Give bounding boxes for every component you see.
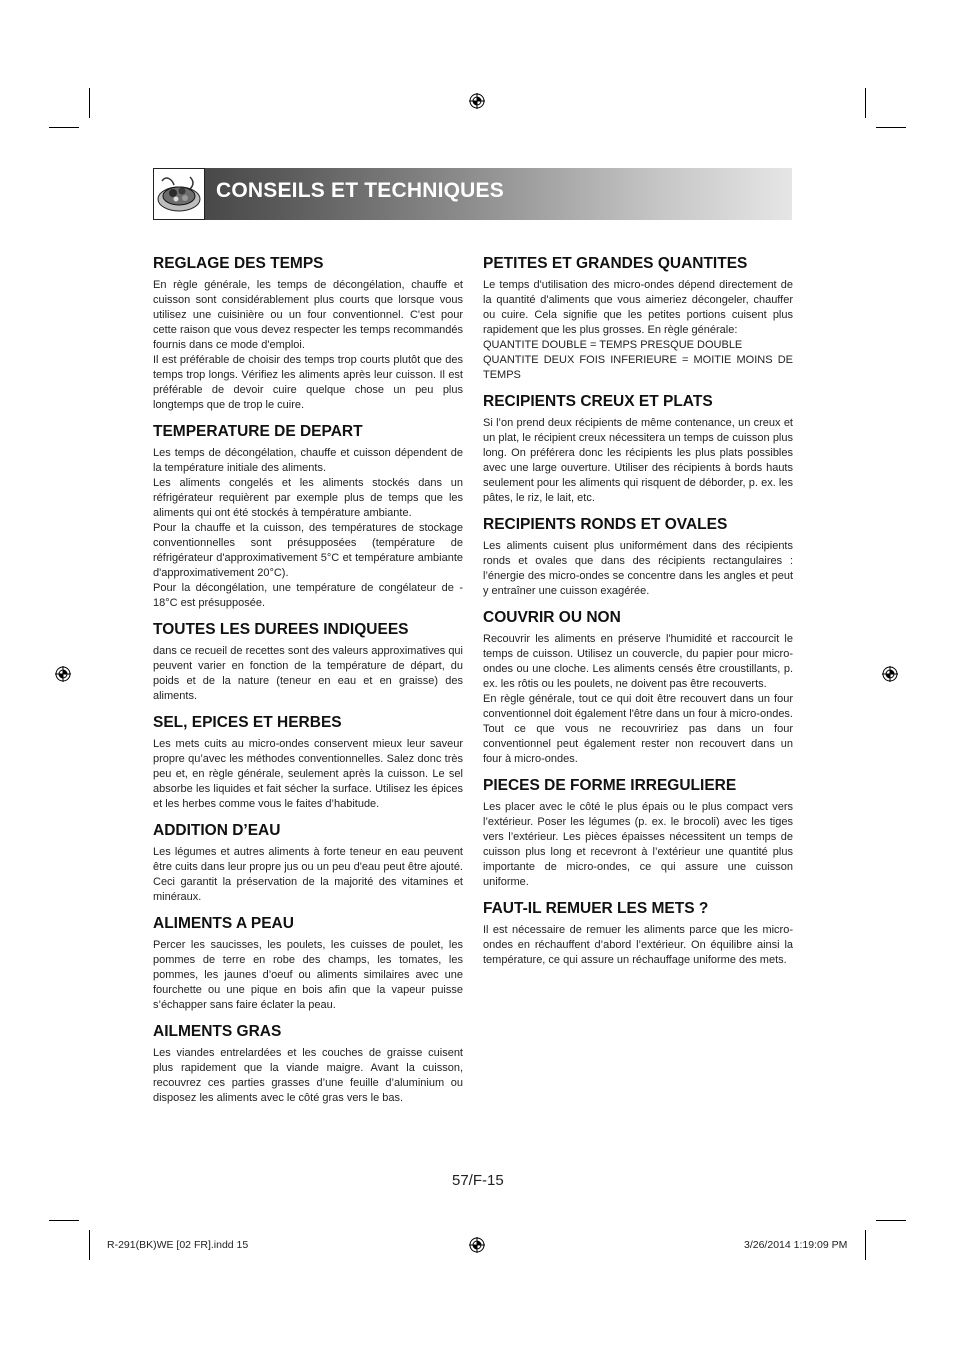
section-paragraph: Les temps de décongélation, chauffe et cuisson dépendent de la température initiale des aliments. <box>153 447 463 474</box>
section <box>483 254 793 383</box>
section-paragraph: Si l’on prend deux récipients de même contenance, un creux et un plat, le récipient creux nécessitera un temps de cuisson plus long. On préférera donc les récipients les plus plats possibles avec une large ouverture. Utiliser des récipients à bords hauts seulement pour les aliments qui risquent de déborder, p. ex. les pâtes, le riz, le lait, etc. <box>483 417 793 504</box>
section-heading: REGLAGE DES TEMPS <box>153 255 324 272</box>
section-paragraph: Les aliments cuisent plus uniformément dans des récipients ronds et ovales que dans des récipients rectangulaires : l’énergie des micro-ondes se concentre dans les angles et peut y entraîner une cuisson exagérée. <box>483 540 793 597</box>
section-heading: RECIPIENTS CREUX ET PLATS <box>483 393 713 410</box>
section-heading: AILMENTS GRAS <box>153 1023 282 1040</box>
registration-mark-icon <box>469 1237 485 1253</box>
section-heading: ADDITION D’EAU <box>153 822 281 839</box>
crop-mark <box>876 127 906 128</box>
section-heading: PIECES DE FORME IRREGULIERE <box>483 777 737 794</box>
section-paragraph: Les légumes et autres aliments à forte teneur en eau peuvent être cuits dans leur propre jus ou un peu d'eau peut être ajouté. Ceci garantit la préservation de la majorité des vitamines et minéraux. <box>153 846 463 903</box>
section-heading: RECIPIENTS RONDS ET OVALES <box>483 516 728 533</box>
section-paragraph: Le temps d'utilisation des micro-ondes dépend directement de la quantité d'aliments que vous aimeriez décongeler, chauffer ou cuire. Cela signifie que les petites portions cuisent plus rapidement que les plus grosses. En règle générale: <box>483 279 793 336</box>
section <box>153 821 463 905</box>
section <box>153 254 463 413</box>
section <box>483 899 793 968</box>
section-paragraph: Les viandes entrelardées et les couches de graisse cuisent plus rapidement que la viande maigre. Avant la cuisson, recouvrez ces parties grasses d’une feuille d’aluminium ou disposez les aliments avec le côté gras vers le bas. <box>153 1047 463 1104</box>
footer-file-name: R-291(BK)WE [02 FR].indd 15 <box>107 1239 249 1251</box>
section <box>483 392 793 506</box>
page-number: 57/F-15 <box>452 1172 504 1189</box>
section-paragraph: Percer les saucisses, les poulets, les cuisses de poulet, les pommes de terre en robe des champs, les tomates, les pommes, les jaunes d’oeuf ou aliments similaires avec une fourchette ou une pique en bois afin que la vapeur puisse s’échapper sans faire éclater la peau. <box>153 939 463 1011</box>
section <box>153 620 463 704</box>
section-paragraph: Pour la décongélation, une température de congélateur de - 18°C est présupposée. <box>153 582 463 609</box>
section-paragraph: QUANTITE DOUBLE = TEMPS PRESQUE DOUBLE <box>483 339 743 351</box>
section-paragraph: Les placer avec le côté le plus épais ou le plus compact vers l’extérieur. Poser les légumes (p. ex. le brocoli) avec les tiges vers l’extérieur. Les pièces épaisses nécessitent un temps de cuisson plus long et recevront à l’extérieur une quantité plus importante de micro-ondes, ce qui assure une cuisson uniforme. <box>483 801 793 888</box>
section-paragraph: En règle générale, les temps de décongélation, chauffe et cuisson sont considérablement plus courts que lorsque vous utilisez une cuisinière ou un four conventionnel. C'est pour cette raison que vous devez respecter les temps recommandés fournis dans ce mode d'emploi. <box>153 279 463 351</box>
crop-mark <box>89 88 90 118</box>
section-heading: PETITES ET GRANDES QUANTITES <box>483 255 748 272</box>
section-banner <box>153 168 792 220</box>
footer-timestamp: 3/26/2014 1:19:09 PM <box>744 1239 848 1251</box>
section <box>153 422 463 611</box>
section <box>483 776 793 890</box>
registration-mark-icon <box>469 93 485 109</box>
crop-mark <box>876 1220 906 1221</box>
food-plate-icon <box>153 168 205 220</box>
registration-mark-icon <box>882 666 898 682</box>
section-paragraph: Pour la chauffe et la cuisson, des températures de stockage conventionnelles sont présupposées (température de réfrigérateur d'approximativement 5°C et température ambiante d'approximativement 20°C). <box>153 522 463 579</box>
left-column <box>153 254 463 1115</box>
section <box>153 713 463 812</box>
section-heading: SEL, EPICES ET HERBES <box>153 714 342 731</box>
crop-mark <box>89 1230 90 1260</box>
page-title: CONSEILS ET TECHNIQUES <box>216 179 504 202</box>
section <box>153 914 463 1013</box>
crop-mark <box>865 88 866 118</box>
section-heading: TEMPERATURE DE DEPART <box>153 423 363 440</box>
section-paragraph: Il est nécessaire de remuer les aliments parce que les micro-ondes en réchauffent d’abord l’extérieur. On équilibre ainsi la température, ce qui assure un réchauffage uniforme des mets. <box>483 924 793 966</box>
section-paragraph: Les mets cuits au micro-ondes conservent mieux leur saveur propre qu’avec les méthodes conventionnelles. Salez donc très peu et, en règle générale, seulement après la cuisson. Le sel absorbe les liquides et fait sécher la surface. Utilisez les épices et les herbes comme vous le faites d’habitude. <box>153 738 463 810</box>
section-heading: ALIMENTS A PEAU <box>153 915 294 932</box>
section-paragraph: Recouvrir les aliments en préserve l'humidité et raccourcit le temps de cuisson. Utilisez un couvercle, du papier pour micro-ondes ou une cloche. Les aliments censés être croustillants, p. ex. les rôtis ou les poulets, ne doivent pas être recouverts. <box>483 633 793 690</box>
section-heading: COUVRIR OU NON <box>483 609 621 626</box>
section <box>483 608 793 767</box>
section-heading: TOUTES LES DUREES INDIQUEES <box>153 621 409 638</box>
crop-mark <box>49 1220 79 1221</box>
crop-mark <box>865 1230 866 1260</box>
section-paragraph: Les aliments congelés et les aliments stockés dans un réfrigérateur requièrent par exemple plus de temps que les aliments qui ont été stockés à température ambiante. <box>153 477 463 519</box>
crop-mark <box>49 127 79 128</box>
section <box>153 1022 463 1106</box>
section <box>483 515 793 599</box>
right-column <box>483 254 793 977</box>
section-paragraph: En règle générale, tout ce qui doit être recouvert dans un four conventionnel doit également l'être dans un four à micro-ondes. Tout ce que vous ne recouvririez pas dans un four conventionnel peut également rester non recouvert dans un four à micro-ondes. <box>483 693 793 765</box>
section-heading: FAUT-IL REMUER LES METS ? <box>483 900 709 917</box>
registration-mark-icon <box>55 666 71 682</box>
section-paragraph: dans ce recueil de recettes sont des valeurs approximatives qui peuvent varier en fonction de la température de départ, du poids et de la nature (teneur en eau et en graisse) des aliments. <box>153 645 463 702</box>
section-paragraph: QUANTITE DEUX FOIS INFERIEURE = MOITIE MOINS DE TEMPS <box>483 354 793 381</box>
section-paragraph: Il est préférable de choisir des temps trop courts plutôt que des temps trop longs. Vérifiez les aliments après leur cuisson. Il est préférable de devoir cuire quelque chose un peu plus longtemps que de trop le cuire. <box>153 354 463 411</box>
